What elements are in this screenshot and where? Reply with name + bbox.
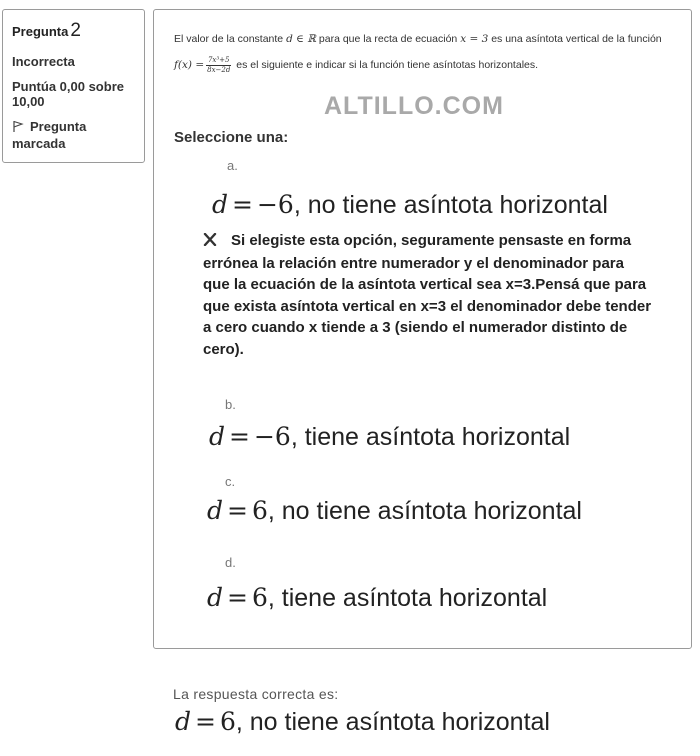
math-fraction: $\frac{\text{7x³+5}}{8x-2d}$	[207, 55, 231, 74]
question-number: Pregunta 2	[12, 20, 81, 41]
option-a-letter[interactable]: a.	[227, 158, 238, 173]
math-function: f(x) =	[174, 59, 205, 71]
option-b-text[interactable]: d = −6, tiene asíntota horizontal	[209, 422, 571, 451]
question-grade: Puntúa 0,00 sobre 10,00	[12, 79, 124, 109]
watermark: ALTILLO.COM	[324, 92, 504, 120]
option-d-letter[interactable]: d.	[225, 555, 236, 570]
correct-answer-label: La respuesta correcta es:	[173, 686, 339, 702]
question-state: Incorrecta	[12, 54, 75, 69]
answer-prompt: Seleccione una:	[174, 129, 289, 146]
option-feedback: Si elegiste esta opción, seguramente pensaste en forma errónea la relación entre numerador y el denominador para que la ecuación de la asíntota vertical sea x=3.Pensá que para que exista asíntota vertical en x=3 el denominador debe tender a cero cuando x tiende a 3 (siendo el numerador distinto de cero).	[203, 232, 652, 358]
x-mark-icon	[203, 231, 217, 253]
option-c-text[interactable]: d = 6, no tiene asíntota horizontal	[207, 496, 582, 525]
option-c-letter[interactable]: c.	[225, 474, 236, 489]
option-b-letter[interactable]: b.	[225, 397, 236, 412]
flag-icon	[12, 120, 24, 136]
correct-answer-text: d = 6, no tiene asíntota horizontal	[175, 707, 550, 736]
math-d-in-r: d ∈ ℝ	[286, 33, 316, 45]
question-text: El valor de la constante d ∈ ℝ para que la recta de ecuación x = 3 es una asíntota vertical de la función f(x) = $\frac{\text{7x³+5}}{8x-2d}$ es el siguiente e indicar si la función tiene asíntotas horizontales.	[174, 33, 662, 74]
flag-question-toggle[interactable]: Pregunta marcada	[12, 119, 87, 151]
option-a-text[interactable]: d = −6, no tiene asíntota horizontal	[212, 190, 608, 219]
option-d-text[interactable]: d = 6, tiene asíntota horizontal	[207, 583, 548, 612]
question-content	[153, 9, 692, 649]
math-x-eq-3: x = 3	[460, 33, 489, 45]
question-info-panel	[2, 9, 145, 163]
